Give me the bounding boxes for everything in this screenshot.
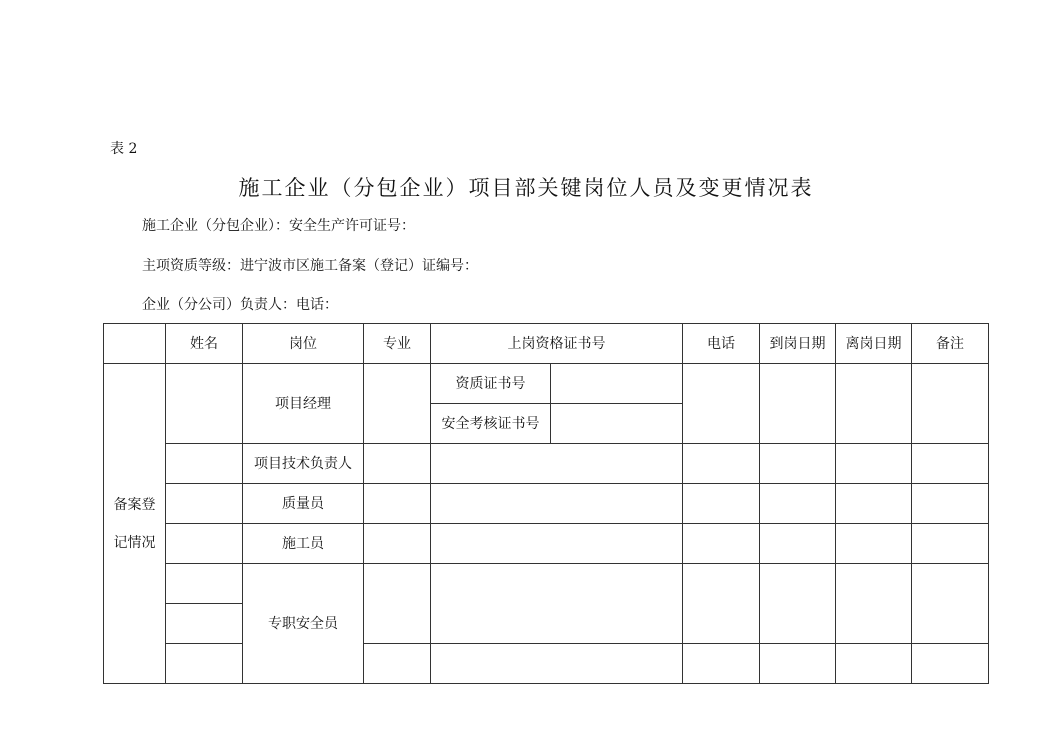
role-quality-inspector: 质量员 — [243, 484, 364, 524]
role-technical-lead: 项目技术负责人 — [243, 444, 364, 484]
major-cell[interactable] — [364, 484, 431, 524]
arrival-cell[interactable] — [760, 484, 836, 524]
header-name: 姓名 — [166, 324, 243, 364]
major-cell[interactable] — [364, 564, 431, 644]
departure-cell[interactable] — [836, 364, 912, 444]
role-safety-officer: 专职安全员 — [243, 564, 364, 684]
certificate-cell[interactable] — [431, 484, 683, 524]
major-cell[interactable] — [364, 364, 431, 444]
certificate-cell[interactable] — [431, 444, 683, 484]
name-cell[interactable] — [166, 564, 243, 604]
arrival-cell[interactable] — [760, 644, 836, 684]
header-position: 岗位 — [243, 324, 364, 364]
remarks-cell[interactable] — [912, 644, 989, 684]
departure-cell[interactable] — [836, 564, 912, 644]
remarks-cell[interactable] — [912, 524, 989, 564]
phone-cell[interactable] — [683, 564, 760, 644]
manager-line: 企业（分公司）负责人：电话： — [142, 297, 338, 313]
arrival-cell[interactable] — [760, 444, 836, 484]
phone-cell[interactable] — [683, 524, 760, 564]
name-cell[interactable] — [166, 644, 243, 684]
registration-label-line-2: 记情况 — [113, 534, 156, 551]
arrival-cell[interactable] — [760, 524, 836, 564]
certificate-cell[interactable] — [431, 524, 683, 564]
table-row — [104, 644, 989, 684]
cert-value-safety[interactable] — [551, 404, 683, 444]
table-tag: 表 2 — [110, 141, 138, 157]
header-row — [104, 324, 989, 364]
phone-cell[interactable] — [683, 364, 760, 444]
phone-cell[interactable] — [683, 484, 760, 524]
arrival-cell[interactable] — [760, 364, 836, 444]
name-cell[interactable] — [166, 604, 243, 644]
name-cell[interactable] — [166, 444, 243, 484]
table-row — [104, 364, 989, 404]
table-row — [104, 484, 989, 524]
cert-label-qualification: 资质证书号 — [431, 364, 551, 404]
remarks-cell[interactable] — [912, 444, 989, 484]
registration-label-line-1: 备案登 — [113, 496, 156, 513]
cert-value-qualification[interactable] — [551, 364, 683, 404]
role-project-manager: 项目经理 — [243, 364, 364, 444]
role-construction-worker: 施工员 — [243, 524, 364, 564]
table-row — [104, 444, 989, 484]
name-cell[interactable] — [166, 364, 243, 444]
table-row — [104, 564, 989, 604]
page-title: 施工企业（分包企业）项目部关键岗位人员及变更情况表 — [238, 176, 814, 200]
departure-cell[interactable] — [836, 444, 912, 484]
cert-label-safety: 安全考核证书号 — [431, 404, 551, 444]
header-certificate: 上岗资格证书号 — [431, 324, 683, 364]
certificate-cell[interactable] — [431, 644, 683, 684]
arrival-cell[interactable] — [760, 564, 836, 644]
certificate-cell[interactable] — [431, 564, 683, 644]
header-phone: 电话 — [683, 324, 760, 364]
qualification-line: 主项资质等级：进宁波市区施工备案（登记）证编号： — [142, 258, 478, 274]
company-line: 施工企业（分包企业）：安全生产许可证号： — [142, 218, 415, 234]
departure-cell[interactable] — [836, 524, 912, 564]
table-row — [104, 524, 989, 564]
remarks-cell[interactable] — [912, 484, 989, 524]
major-cell[interactable] — [364, 644, 431, 684]
remarks-cell[interactable] — [912, 364, 989, 444]
major-cell[interactable] — [364, 444, 431, 484]
remarks-cell[interactable] — [912, 564, 989, 644]
header-departure-date: 离岗日期 — [836, 324, 912, 364]
phone-cell[interactable] — [683, 644, 760, 684]
name-cell[interactable] — [166, 524, 243, 564]
registration-label — [104, 364, 166, 684]
departure-cell[interactable] — [836, 484, 912, 524]
name-cell[interactable] — [166, 484, 243, 524]
phone-cell[interactable] — [683, 444, 760, 484]
departure-cell[interactable] — [836, 644, 912, 684]
personnel-table — [103, 323, 989, 684]
corner-cell — [104, 324, 166, 364]
major-cell[interactable] — [364, 524, 431, 564]
header-remarks: 备注 — [912, 324, 989, 364]
header-major: 专业 — [364, 324, 431, 364]
header-arrival-date: 到岗日期 — [760, 324, 836, 364]
